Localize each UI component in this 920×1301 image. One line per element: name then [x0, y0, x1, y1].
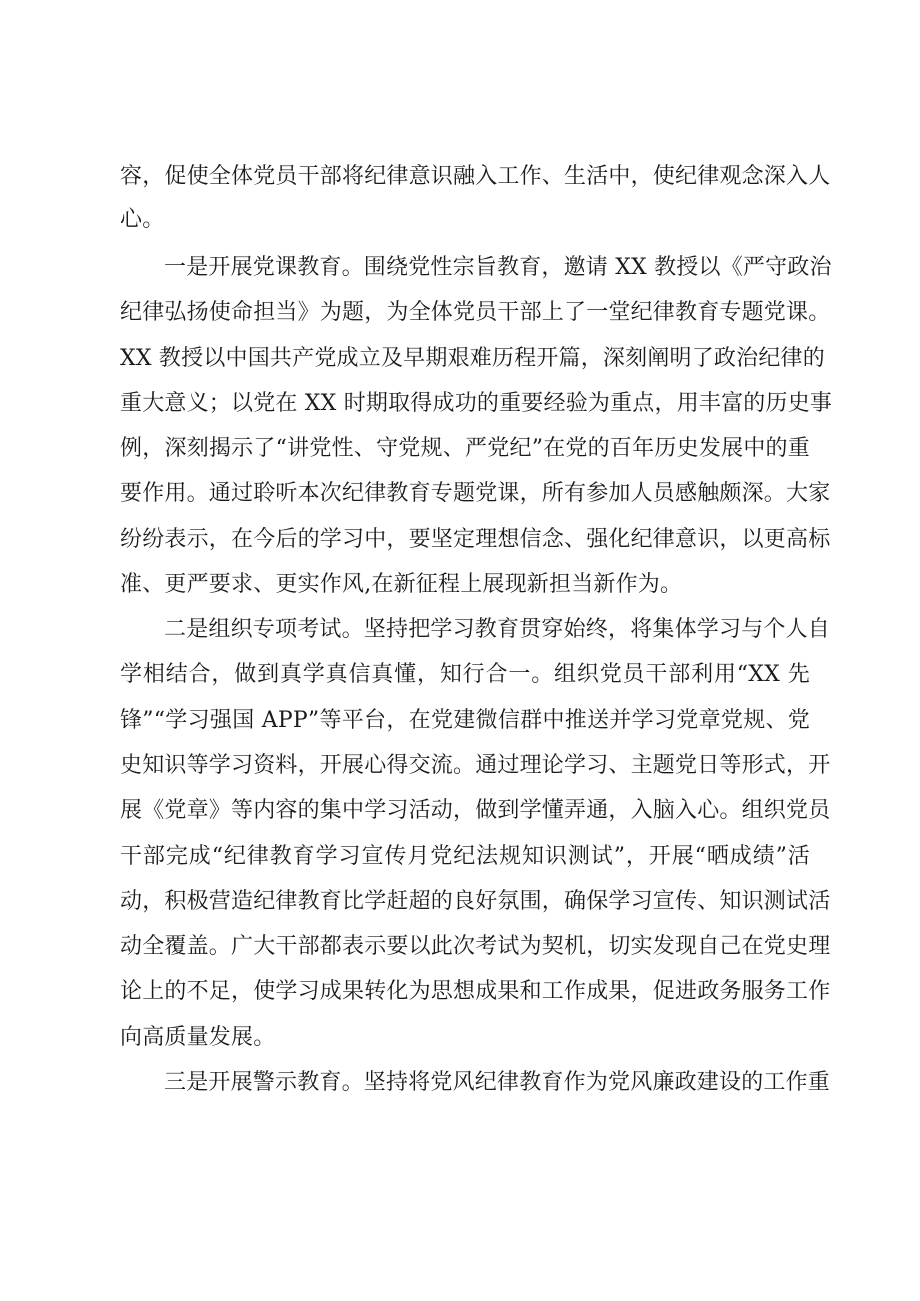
text-line: 三是开展警示教育。坚持将党风纪律教育作为党风廉政建设的工作重: [164, 1070, 831, 1095]
text-line: 学相结合，做到真学真信真懂，知行合一。组织党员干部利用“XX 先: [120, 662, 810, 687]
text-line: XX 教授以中国共产党成立及早期艰难历程开篇，深刻阐明了政治纪律的: [120, 346, 825, 371]
text-line: 向高质量发展。: [120, 1025, 276, 1050]
text-line: 展《党章》等内容的集中学习活动，做到学懂弄通，入脑入心。组织党员: [120, 798, 831, 823]
text-line: 容，促使全体党员干部将纪律意识融入工作、生活中，使纪律观念深入人: [120, 164, 831, 189]
text-line: 要作用。通过聆听本次纪律教育专题党课，所有参加人员感触颇深。大家: [120, 481, 831, 506]
text-line: 动，积极营造纪律教育比学赶超的良好氛围，确保学习宣传、知识测试活: [120, 889, 831, 914]
text-line: 论上的不足，使学习成果转化为思想成果和工作成果，促进政务服务工作: [120, 979, 831, 1004]
text-line: 史知识等学习资料，开展心得交流。通过理论学习、主题党日等形式，开: [120, 753, 831, 778]
text-line: 干部完成“纪律教育学习宣传月党纪法规知识测试”，开展“晒成绩”活: [120, 844, 810, 869]
text-line: 锋”“学习强国 APP”等平台，在党建微信群中推送并学习党章党规、党: [120, 708, 810, 733]
text-line: 心。: [120, 207, 165, 232]
text-line: 纪律弘扬使命担当》为题，为全体党员干部上了一堂纪律教育专题党课。: [120, 300, 831, 325]
text-line: 一是开展党课教育。围绕党性宗旨教育，邀请 XX 教授以《严守政治: [164, 255, 832, 280]
text-line: 动全覆盖。广大干部都表示要以此次考试为契机，切实发现自己在党史理: [120, 934, 831, 959]
text-line: 纷纷表示，在今后的学习中，要坚定理想信念、强化纪律意识，以更高标: [120, 527, 831, 552]
text-line: 准、更严要求、更实作风,在新征程上展现新担当新作为。: [120, 572, 683, 597]
text-line: 重大意义；以党在 XX 时期取得成功的重要经验为重点，用丰富的历史事: [120, 391, 833, 416]
text-line: 二是组织专项考试。坚持把学习教育贯穿始终，将集体学习与个人自: [164, 617, 831, 642]
text-line: 例，深刻揭示了“讲党性、守党规、严党纪”在党的百年历史发展中的重: [120, 436, 810, 461]
